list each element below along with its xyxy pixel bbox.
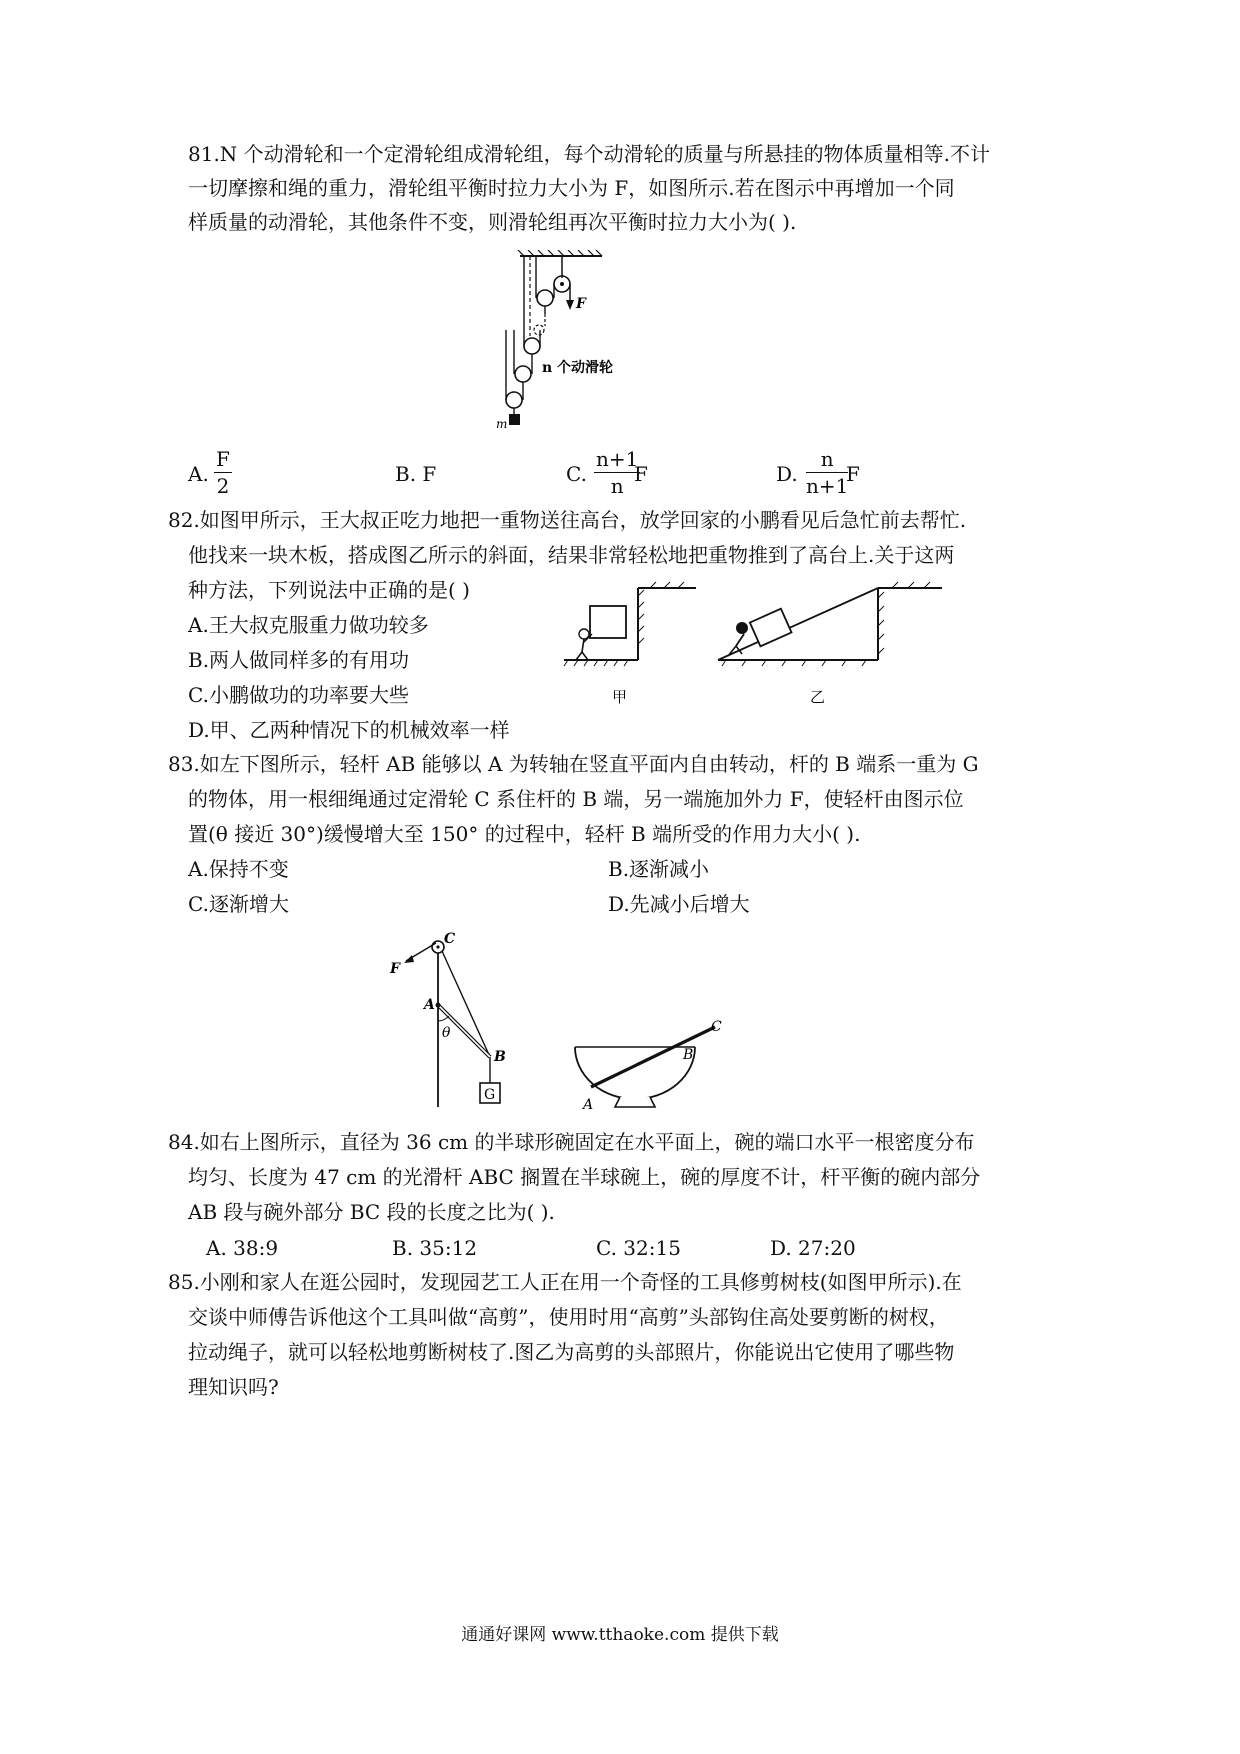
fraction-numerator: F: [216, 447, 230, 471]
label-A-bowl: A: [583, 1097, 594, 1113]
q81-option-d-fraction: [806, 446, 848, 499]
q81-line-1: 81.N 个动滑轮和一个定滑轮组成滑轮组，每个动滑轮的质量与所悬挂的物体质量相等.不计: [188, 142, 991, 166]
q83-option-a: A.保持不变: [188, 857, 289, 881]
q84-option-b: B. 35:12: [392, 1236, 478, 1260]
fraction-denominator: n: [610, 474, 624, 498]
q81-option-c-prefix: C.: [566, 462, 587, 486]
q82-option-a: A.王大叔克服重力做功较多: [188, 613, 429, 637]
q84-line-3: AB 段与碗外部分 BC 段的长度之比为( ).: [188, 1200, 555, 1224]
q81-option-a-fraction: [214, 446, 232, 499]
label-F-lever: F: [390, 961, 400, 977]
fraction-numerator: n: [806, 446, 848, 473]
fraction-denominator: n+1: [806, 474, 849, 498]
fraction-numerator: n+1: [596, 447, 639, 471]
q83-line-3: 置(θ 接近 30°)缓慢增大至 150° 的过程中，轻杆 B 端所受的作用力大小( ).: [188, 822, 861, 846]
q82-option-d: D.甲、乙两种情况下的机械效率一样: [188, 718, 510, 742]
q83-line-2: 的物体，用一根细绳通过定滑轮 C 系住杆的 B 端，另一端施加外力 F，使轻杆由图示位: [188, 787, 964, 811]
label-F: F: [576, 296, 586, 312]
q85-line-3: 拉动绳子，就可以轻松地剪断树枝了.图乙为高剪的头部照片，你能说出它使用了哪些物: [188, 1340, 955, 1364]
q85-line-2: 交谈中师傅告诉他这个工具叫做“高剪”，使用时用“高剪”头部钩住高处要剪断的树杈，: [188, 1305, 949, 1329]
label-A-lever: A: [424, 997, 435, 1013]
q81-option-a-prefix: A.: [188, 462, 209, 486]
fraction-denominator: 2: [216, 474, 230, 498]
label-m: m: [496, 417, 508, 431]
q84-line-2: 均匀、长度为 47 cm 的光滑杆 ABC 搁置在半球碗上，碗的厚度不计，杆平衡的碗内部分: [188, 1165, 981, 1189]
q81-option-d-suffix: F: [846, 462, 860, 486]
hemispherical-bowl-figure: [565, 1015, 740, 1120]
q82-line-1: 82.如图甲所示，王大叔正吃力地把一重物送往高台，放学回家的小鹏看见后急忙前去帮忙.: [168, 508, 967, 532]
q85-line-1: 85.小刚和家人在逛公园时，发现园艺工人正在用一个奇怪的工具修剪树枝(如图甲所示).在: [168, 1270, 962, 1294]
q83-line-1: 83.如左下图所示，轻杆 AB 能够以 A 为转轴在竖直平面内自由转动，杆的 B 端系一重为 G: [168, 752, 979, 776]
label-C-lever: C: [444, 931, 456, 947]
q81-line-3: 样质量的动滑轮，其他条件不变，则滑轮组再次平衡时拉力大小为( ).: [188, 210, 797, 234]
q82-line-3: 种方法，下列说法中正确的是( ): [188, 578, 470, 602]
q84-option-d: D. 27:20: [770, 1236, 856, 1260]
q83-option-b: B.逐渐减小: [608, 857, 710, 881]
label-theta: θ: [442, 1025, 451, 1041]
q85-line-4: 理知识吗?: [188, 1375, 279, 1399]
q81-line-2: 一切摩擦和绳的重力，滑轮组平衡时拉力大小为 F，如图所示.若在图示中再增加一个同: [188, 176, 955, 200]
lever-pulley-figure: [380, 925, 520, 1115]
q84-option-a: A. 38:9: [206, 1236, 279, 1260]
label-B-bowl: B: [683, 1047, 694, 1063]
q81-option-b: B. F: [395, 462, 437, 486]
label-jia: 甲: [612, 688, 628, 706]
label-yi: 乙: [810, 688, 826, 706]
label-G: G: [484, 1087, 496, 1103]
label-C-bowl: C: [711, 1019, 722, 1035]
label-B-lever: B: [494, 1049, 506, 1065]
q82-line-2: 他找来一块木板，搭成图乙所示的斜面，结果非常轻松地把重物推到了高台上.关于这两: [188, 543, 955, 567]
q83-option-d: D.先减小后增大: [608, 892, 750, 916]
q81-option-d-prefix: D.: [776, 462, 798, 486]
pulley-system-figure: [490, 250, 650, 435]
q84-line-1: 84.如右上图所示，直径为 36 cm 的半球形碗固定在水平面上，碗的端口水平一根密度分布: [168, 1130, 975, 1154]
q81-option-c-suffix: F: [634, 462, 648, 486]
lifting-vs-incline-figure: [560, 578, 950, 708]
q83-option-c: C.逐渐增大: [188, 892, 289, 916]
label-n-pulleys: n 个动滑轮: [542, 360, 614, 376]
page-footer: 通通好课网 www.tthaoke.com 提供下载: [461, 1625, 779, 1645]
q84-option-c: C. 32:15: [596, 1236, 681, 1260]
q82-option-b: B.两人做同样多的有用功: [188, 648, 410, 672]
q82-option-c: C.小鹏做功的功率要大些: [188, 683, 409, 707]
